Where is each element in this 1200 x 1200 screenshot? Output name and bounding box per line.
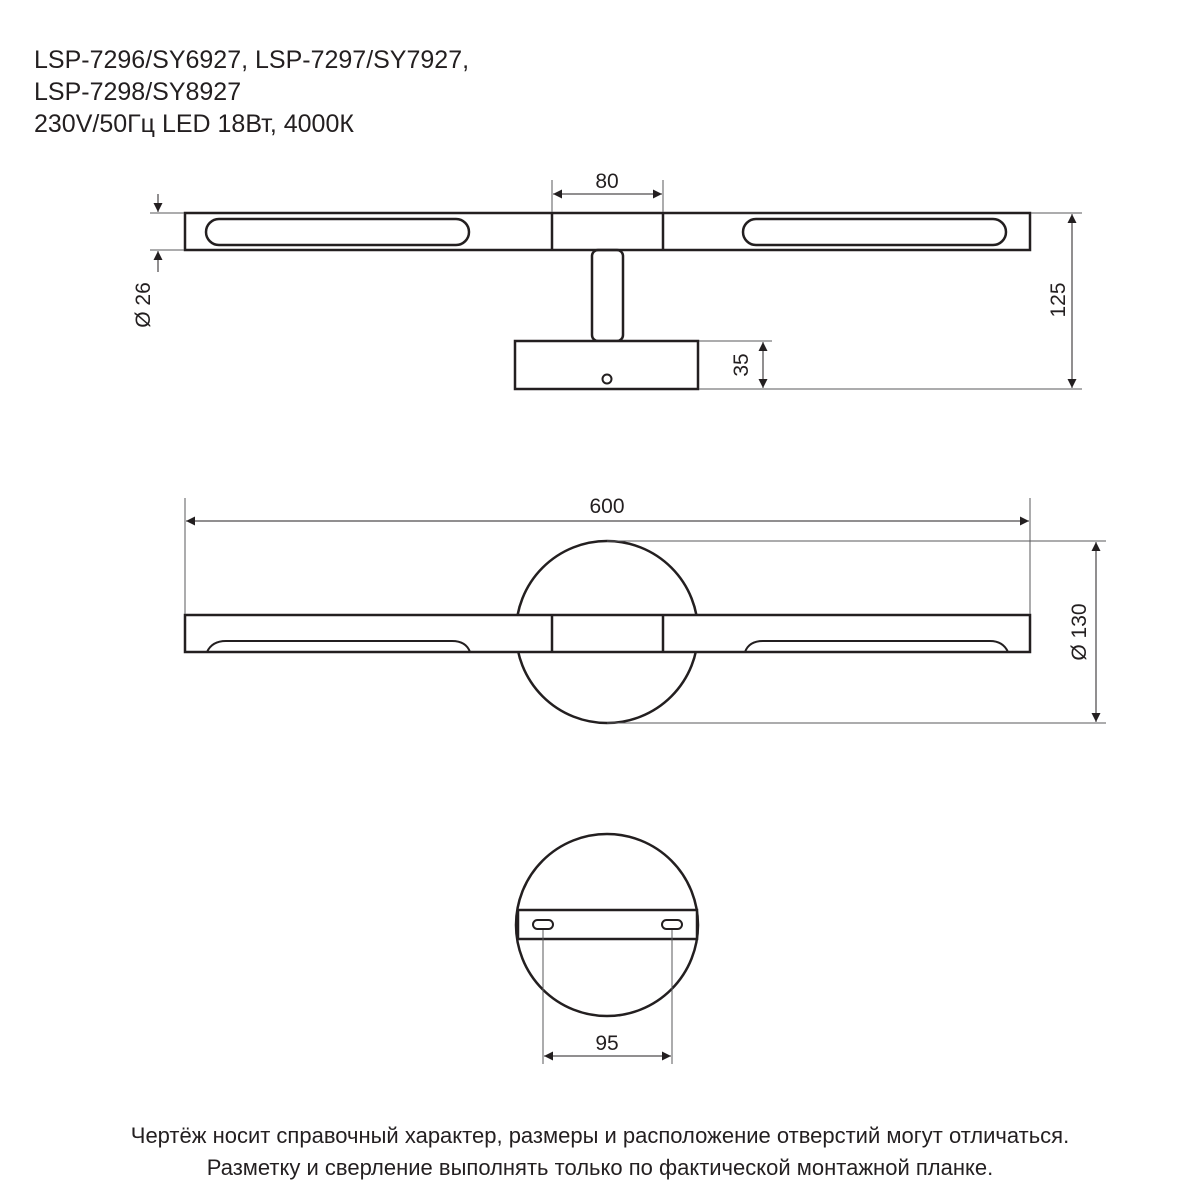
- side-arm: [592, 250, 623, 341]
- label-diameter-130: Ø 130: [1068, 603, 1091, 661]
- mounting-plate: [518, 910, 697, 939]
- side-view: [185, 213, 1030, 389]
- label-80: 80: [595, 170, 619, 193]
- models-line-1: LSP-7296/SY6927, LSP-7297/SY7927,: [34, 46, 470, 74]
- side-wall-base: [515, 341, 698, 389]
- label-diameter-26: Ø 26: [132, 282, 155, 328]
- disclaimer-line-2: Разметку и сверление выполнять только по фактической монтажной планке.: [206, 1155, 994, 1180]
- label-600: 600: [589, 495, 625, 518]
- disclaimer-note: [0, 1120, 1200, 1184]
- disclaimer-line-1: Чертёж носит справочный характер, размеры и расположение отверстий могут отличаться.: [130, 1123, 1070, 1148]
- front-view: [185, 541, 1030, 723]
- front-lamp-bar: [185, 615, 1030, 652]
- label-35: 35: [730, 353, 753, 377]
- label-125: 125: [1047, 282, 1070, 318]
- models-line-2: LSP-7298/SY8927: [34, 78, 242, 106]
- electrical-specs: 230V/50Гц LED 18Вт, 4000К: [34, 110, 354, 138]
- label-95: 95: [595, 1032, 619, 1055]
